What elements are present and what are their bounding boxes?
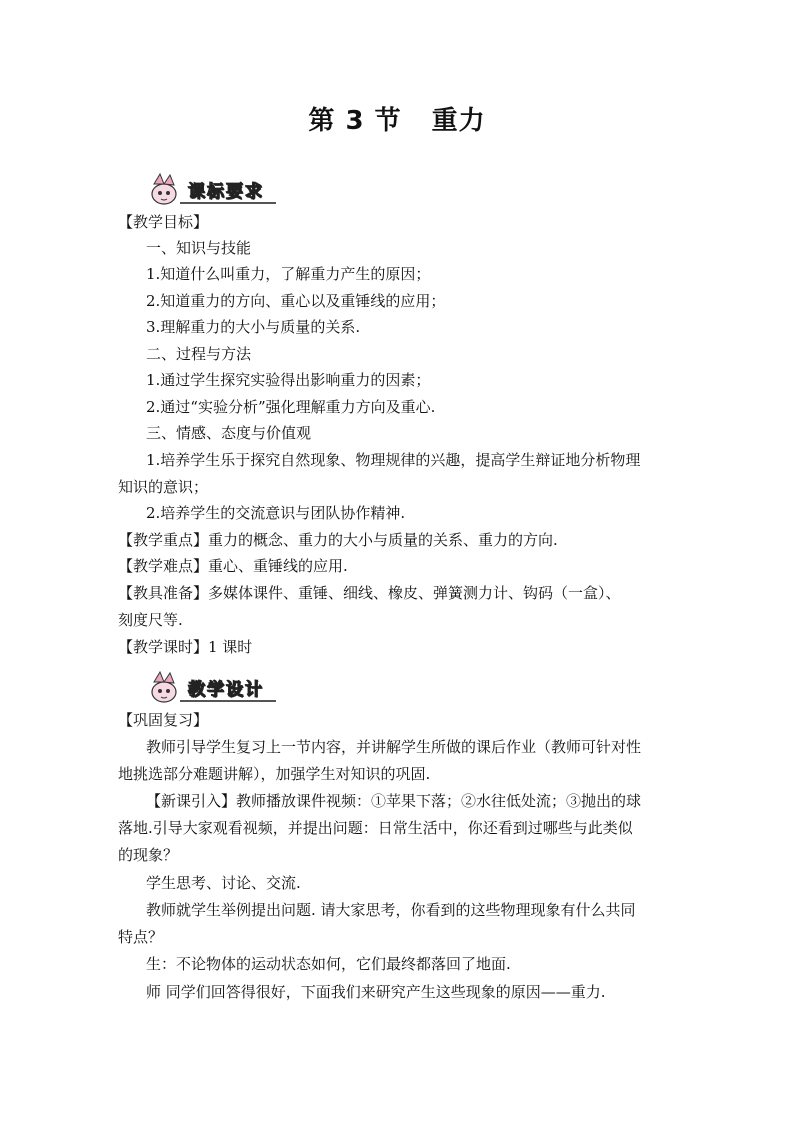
standards-label: 课标要求 bbox=[188, 182, 264, 202]
text-line: 2.培养学生的交流意识与团队协作精神. bbox=[146, 504, 406, 522]
text-line: 的现象？ bbox=[118, 846, 179, 864]
text-line: 刻度尺等. bbox=[118, 611, 183, 629]
text-line: 【教具准备】多媒体课件、重锤、细线、橡皮、弹簧测力计、钩码（一盒）、 bbox=[118, 584, 621, 602]
text-line: 【教学课时】1 课时 bbox=[118, 638, 253, 656]
text-line: 2.知道重力的方向、重心以及重锤线的应用； bbox=[146, 292, 446, 310]
text-line: 二、过程与方法 bbox=[146, 345, 252, 363]
page-title bbox=[0, 100, 794, 137]
text-line: 【新课引入】教师播放课件视频：①苹果下落；②水往低处流；③抛出的球 bbox=[146, 792, 642, 810]
text-line: 2.通过“实验分析”强化理解重力方向及重心. bbox=[146, 398, 436, 416]
text-line: 【巩固复习】 bbox=[118, 711, 209, 729]
text-line: 三、情感、态度与价值观 bbox=[146, 424, 312, 442]
pencil-mascot-icon bbox=[146, 670, 182, 704]
design-badge bbox=[146, 670, 276, 704]
pencil-mascot-icon bbox=[146, 172, 182, 206]
text-line: 特点？ bbox=[118, 928, 164, 946]
text-line: 一、知识与技能 bbox=[146, 239, 252, 257]
text-line: 3.理解重力的大小与质量的关系. bbox=[146, 318, 361, 336]
section-topic: 重力 bbox=[431, 106, 486, 136]
standards-badge bbox=[146, 172, 276, 206]
text-line: 生：不论物体的运动状态如何，它们最终都落回了地面. bbox=[146, 955, 511, 973]
text-line: 落地.引导大家观看视频，并提出问题：日常生活中，你还看到过哪些与此类似 bbox=[118, 819, 633, 837]
text-line: 【教学目标】 bbox=[118, 213, 209, 231]
text-line: 地挑选部分难题讲解），加强学生对知识的巩固. bbox=[118, 765, 431, 783]
text-line: 知识的意识； bbox=[118, 478, 209, 496]
text-line: 1.培养学生乐于探究自然现象、物理规律的兴趣，提高学生辩证地分析物理 bbox=[146, 451, 641, 469]
text-line: 教师就学生举例提出问题. 请大家思考，你看到的这些物理现象有什么共同 bbox=[146, 901, 636, 919]
text-line: 【教学难点】重心、重锤线的应用. bbox=[118, 557, 348, 575]
design-label: 教学设计 bbox=[188, 680, 264, 700]
text-line: 1.知道什么叫重力，了解重力产生的原因； bbox=[146, 265, 431, 283]
section-number: 第 3 节 bbox=[308, 106, 402, 136]
text-line: 【教学重点】重力的概念、重力的大小与质量的关系、重力的方向. bbox=[118, 531, 558, 549]
text-line: 学生思考、讨论、交流. bbox=[146, 874, 301, 892]
text-line: 师 同学们回答得很好，下面我们来研究产生这些现象的原因——重力. bbox=[146, 983, 606, 1001]
text-line: 教师引导学生复习上一节内容，并讲解学生所做的课后作业（教师可针对性 bbox=[146, 738, 642, 756]
text-line: 1.通过学生探究实验得出影响重力的因素； bbox=[146, 371, 431, 389]
